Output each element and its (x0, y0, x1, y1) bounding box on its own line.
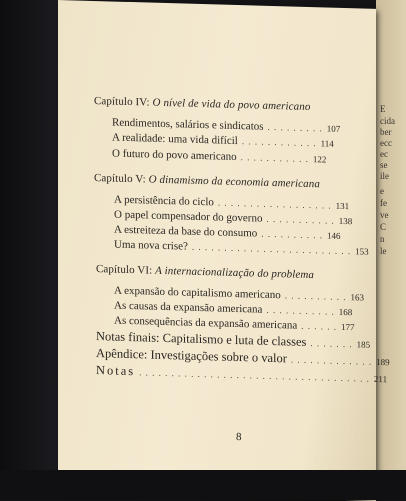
toc-entry (112, 148, 326, 166)
leader-dots: . . . . . . (301, 320, 338, 332)
leader-dots: . . . . . . . . . . (284, 290, 347, 303)
toc-entry-page: 138 (338, 215, 353, 227)
toc-entry-page: 168 (338, 306, 353, 318)
toc-entry-label: Apêndice: Investigações sobre o valor (96, 346, 287, 366)
facing-page-text: n (380, 234, 385, 244)
toc-entry-page: 122 (312, 154, 327, 165)
leader-dots: . . . . . . . . . . . (266, 304, 335, 317)
facing-page-text: se (380, 160, 388, 170)
facing-page-text: fe (380, 198, 387, 208)
facing-page-text: e (380, 186, 384, 196)
toc-entry-page: 107 (326, 123, 341, 134)
toc-entry-label: A expansão do capitalismo americano (114, 284, 281, 302)
facing-page-text: ec (380, 149, 388, 159)
toc-entry-label: A persistência do ciclo (114, 193, 214, 209)
chapter-number: Capítulo V: (94, 172, 146, 186)
background-dark (0, 0, 60, 500)
leader-dots: . . . . . . . . . . . . . (290, 354, 373, 367)
chapter-heading (94, 172, 320, 190)
toc-entry-page: 153 (355, 246, 369, 257)
chapter-heading (94, 95, 310, 113)
page-number: 8 (236, 430, 242, 444)
toc-entry-label: O futuro do povo americano (112, 147, 237, 163)
leader-dots: . . . . . . . . . . . . (241, 136, 317, 149)
facing-page (373, 0, 406, 470)
chapter-number: Capítulo VI: (96, 263, 153, 277)
toc-entry (112, 132, 334, 150)
toc-entry-page: 177 (341, 321, 355, 333)
toc-entry-label: A estreiteza da base do consumo (114, 223, 258, 240)
leader-dots: . . . . . . . . . . . (266, 213, 335, 226)
toc-entry-page: 185 (356, 339, 371, 350)
toc-entry-page: 114 (320, 138, 334, 149)
toc-entry-page: 189 (376, 356, 390, 368)
toc-entry-label: Uma nova crise? (114, 238, 188, 253)
toc-entry-label: As causas da expansão americana (114, 299, 263, 316)
facing-page-text: le (380, 246, 387, 256)
facing-page-text: ile (380, 171, 389, 181)
toc-entry-label: O papel compensador do governo (114, 208, 263, 225)
leader-dots: . . . . . . . . . . . (240, 152, 309, 165)
toc-entry-label: A realidade: uma vida difícil (112, 131, 238, 148)
facing-page-text: ve (380, 210, 389, 220)
facing-page-text: ecc (380, 138, 392, 148)
leader-dots: . . . . . . . . . . . . . . . . . . . . . . . . . . . . . . . . . . . . (139, 367, 370, 384)
leader-dots: . . . . . . . (310, 338, 353, 350)
toc-entry-page: 163 (350, 292, 365, 303)
chapter-heading (96, 263, 314, 281)
toc-entry-label: Notas (96, 363, 136, 379)
background-bottom (0, 470, 406, 500)
facing-page-text: C (380, 222, 387, 232)
facing-page-text: ber (380, 127, 392, 137)
leader-dots: . . . . . . . . . (267, 121, 323, 134)
chapter-number: Capítulo IV: (94, 95, 150, 109)
toc-entry-label: As consequências da expansão americana (114, 314, 298, 332)
chapter-title: O nível de vida do povo americano (152, 96, 311, 114)
toc-entry-page: 131 (335, 200, 350, 212)
chapter-title: A internacionalização do problema (155, 264, 314, 282)
toc-entry-label: Rendimentos, salários e sindicatos (112, 116, 264, 133)
toc-entry-page: 211 (373, 373, 388, 385)
leader-dots: . . . . . . . . . . . . . . . . . . (217, 197, 332, 211)
chapter-title: O dinamismo da economia americana (148, 173, 320, 191)
facing-page-text: cida (380, 116, 395, 126)
leader-dots: . . . . . . . . . . . . . . . . . . . . . . . . . (191, 241, 352, 257)
leader-dots: . . . . . . . . . . (261, 228, 324, 241)
facing-page-text: E (380, 104, 386, 114)
toc-entry-page: 146 (327, 230, 341, 241)
toc-entry-label: Notas finais: Capitalismo e luta de classes (96, 329, 307, 349)
